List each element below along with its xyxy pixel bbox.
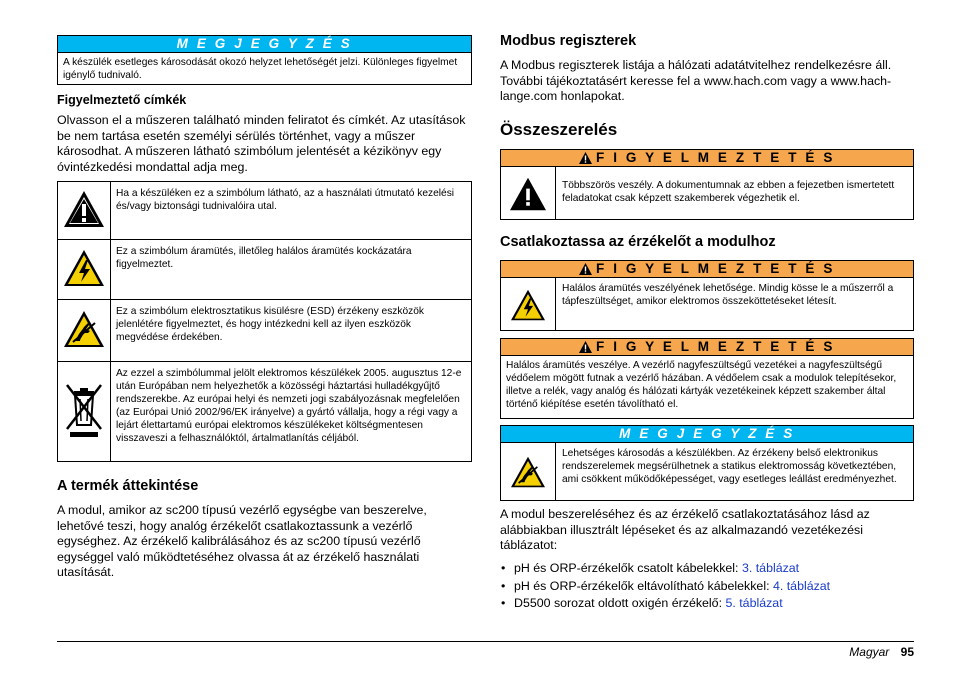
overview-paragraph: A modul, amikor az sc200 típusú vezérlő egységbe van beszerelve, lehetővé teszi, hogy analóg érzékelőt csatlakoztassunk a vezérlő egységhez. Az érzékelő kalibrálásához és az sc200 típusú vezérlő egységgel való működtetéséhez olvassa át az érzékelő használati utasítását. bbox=[57, 503, 427, 579]
connect-heading: Csatlakoztassa az érzékelőt a modulhoz bbox=[500, 234, 776, 250]
warning-text: Többszörös veszély. A dokumentumnak az ebben a fejezetben ismertetett feladatokat csak képzett szakemberek végezhetik el. bbox=[562, 180, 895, 204]
general-warning-icon bbox=[501, 167, 556, 220]
assembly-heading: Összeszerelés bbox=[500, 120, 618, 139]
notice-text: A készülék esetleges károsodását okozó helyzet lehetőségét jelzi. Különleges figyelmet igénylő tudnivaló. bbox=[63, 57, 458, 81]
warning-text: Halálos áramütés veszélye. A vezérlő nagyfeszültségű vezetékei a nagyfeszültségű védőelem mögött futnak a vezérlő házában. A védőelem csak a modulok telepítésekor, illetve a relék, vagy analóg és hálózati kártyák vezetékeinek képzett szakember által történő kiépítése esetén távolítható el. bbox=[506, 360, 897, 410]
warning-icon bbox=[579, 341, 592, 353]
notice-box bbox=[57, 35, 472, 85]
list-item: • D5500 sorozat oldott oxigén érzékelő: 5. táblázat bbox=[500, 595, 914, 613]
footer-divider bbox=[57, 641, 914, 642]
esd-icon bbox=[58, 300, 111, 362]
table-3-link[interactable]: 3. táblázat bbox=[741, 561, 800, 575]
warning-icon bbox=[579, 263, 592, 275]
warning-box bbox=[500, 260, 914, 331]
warning-title-text: F I G Y E L M E Z T E T É S bbox=[596, 339, 835, 354]
warning-title bbox=[501, 261, 913, 278]
notice-title: M E G J E G Y Z É S bbox=[58, 36, 471, 53]
warning-icon bbox=[579, 152, 592, 164]
page-number: 95 bbox=[900, 645, 914, 659]
notice-box bbox=[500, 425, 914, 501]
warning-title-text: F I G Y E L M E Z T E T É S bbox=[596, 261, 835, 276]
warning-title bbox=[501, 339, 913, 356]
warning-box bbox=[500, 338, 914, 419]
warning-text: Halálos áramütés veszélyének lehetősége. Mindig kösse le a műszerről a tápfeszültséget, amikor elektromos összeköttetéseket létesít. bbox=[562, 283, 894, 307]
warning-box bbox=[500, 149, 914, 220]
electric-shock-icon bbox=[501, 278, 556, 331]
warning-title-text: F I G Y E L M E Z T E T É S bbox=[596, 150, 835, 165]
table-row bbox=[58, 240, 472, 300]
footer-language: Magyar bbox=[849, 645, 890, 659]
table-row bbox=[58, 300, 472, 362]
symbol-description: Ez a szimbólum elektrosztatikus kisülésre (ESD) érzékeny eszközök jelenlétére figyelmeztet, és hogy intézkedni kell az ilyen eszközök megvédése érdekében. bbox=[111, 300, 472, 362]
notice-text: Lehetséges károsodás a készülékben. Az érzékeny belső elektronikus rendszerelemek megsérülhetnek a statikus elektromosság következtében, ami csökkent működőképességet, vagy esetleges leállást eredményezhet. bbox=[562, 448, 897, 485]
install-paragraph: A modul beszereléséhez és az érzékelő csatlakoztatásához lásd az alábbiakban illusztrált lépéseket és az alkalmazandó vezetékezési táblázatot: bbox=[500, 507, 870, 552]
symbol-description: Az ezzel a szimbólummal jelölt elektromos készülékek 2005. augusztus 12-e után Európában nem helyezhetők a közösségi háztartási hulladékgyűjtő rendszerekbe. Az európai helyi és nemzeti jogi szabályozásnak megfelelően (az Európai Unió 2002/96/EK irányelve) a gyártó vállalja, hogy a régi vagy a lejárt élettartamú európai elektromos készülékeket költségmentesen visszaveszi a felhasználóktól, ártalmatlanítás céljából. bbox=[111, 362, 472, 462]
page-footer bbox=[849, 645, 914, 659]
esd-icon bbox=[501, 443, 556, 501]
crossed-bin-icon bbox=[58, 362, 111, 462]
labels-heading: Figyelmeztető címkék bbox=[57, 93, 187, 107]
table-row bbox=[58, 362, 472, 462]
table-5-link[interactable]: 5. táblázat bbox=[725, 596, 783, 610]
general-warning-icon bbox=[58, 182, 111, 240]
overview-heading: A termék áttekintése bbox=[57, 478, 199, 494]
symbol-description: Ez a szimbólum áramütés, illetőleg halálos áramütés kockázatára figyelmeztet. bbox=[111, 240, 472, 300]
list-item: • pH és ORP-érzékelők eltávolítható kábelekkel: 4. táblázat bbox=[500, 578, 914, 596]
symbol-table bbox=[57, 181, 472, 462]
table-4-link[interactable]: 4. táblázat bbox=[772, 578, 831, 593]
labels-paragraph: Olvasson el a műszeren található minden feliratot és címkét. Az utasítások be nem tartása esetén személyi sérülés történhet, vagy a műszer károsodhat. A műszeren látható szimbólum jelentését a kézikönyv egy óvintézkedési mondattal adja meg. bbox=[57, 113, 466, 174]
table-reference-list bbox=[500, 560, 914, 613]
modbus-heading: Modbus regiszterek bbox=[500, 33, 637, 49]
list-item: • pH és ORP-érzékelők csatolt kábelekkel: 3. táblázat bbox=[500, 560, 914, 578]
table-row bbox=[58, 182, 472, 240]
modbus-paragraph: A Modbus regiszterek listája a hálózati adatátvitelhez rendelkezésre áll. További tájékoztatásért keresse fel a www.hach.com vagy a www.hach-lange.com honlapokat. bbox=[500, 58, 892, 103]
electric-shock-icon bbox=[58, 240, 111, 300]
notice-title: M E G J E G Y Z É S bbox=[501, 426, 913, 443]
warning-title bbox=[501, 150, 913, 167]
symbol-description: Ha a készüléken ez a szimbólum látható, az a használati útmutató kezelési és/vagy biztonsági tudnivalóira utal. bbox=[111, 182, 472, 240]
